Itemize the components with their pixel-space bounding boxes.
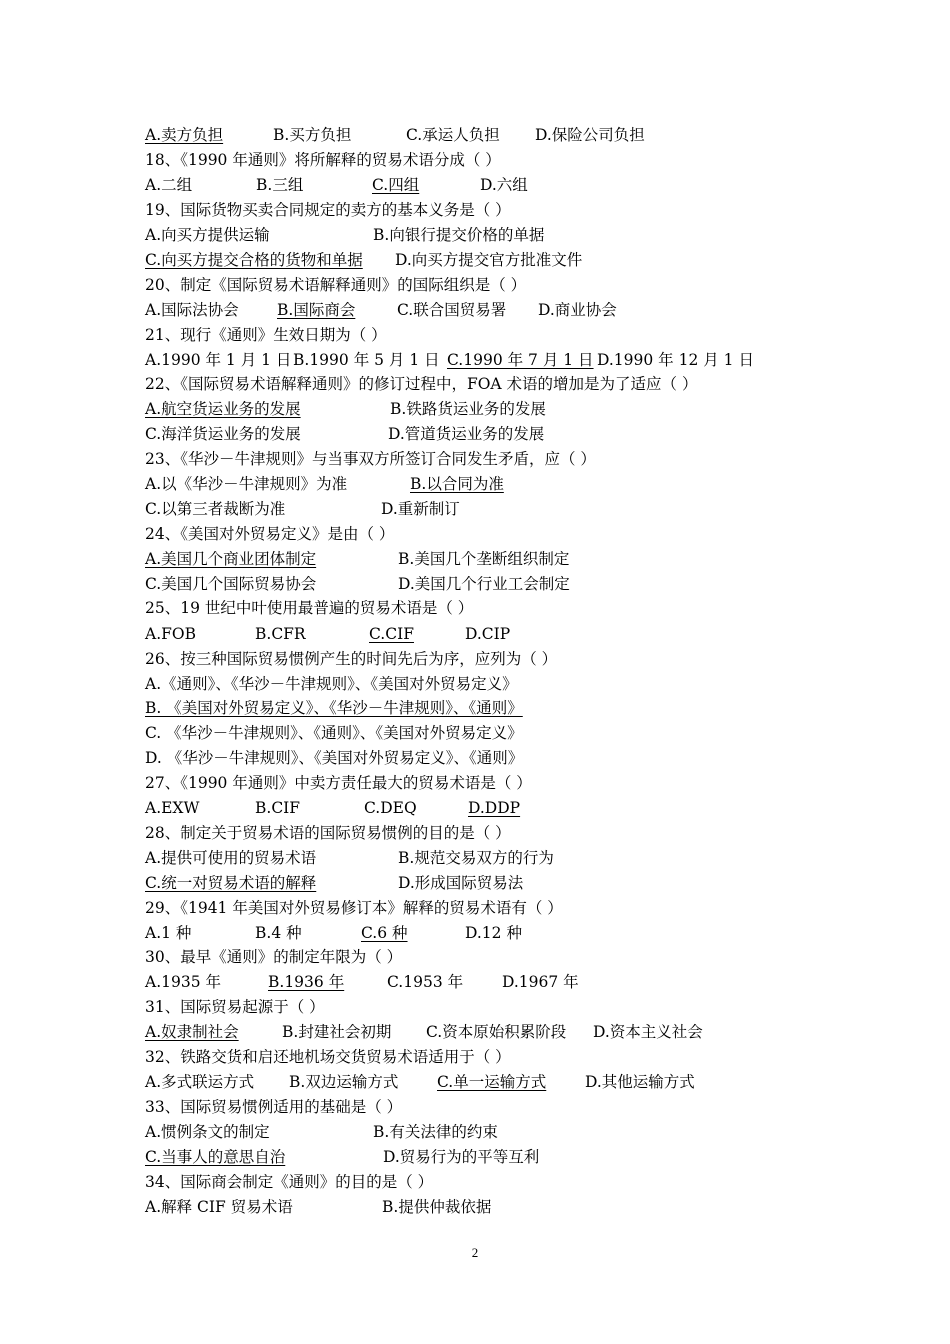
- question-line: [145, 647, 557, 672]
- answer-option-correct: A.奴隶制社会: [145, 1023, 239, 1041]
- answer-option: D.保险公司负担: [535, 126, 645, 144]
- answer-option: A.以《华沙－牛津规则》为准: [145, 475, 348, 493]
- answer-option: B.铁路货运业务的发展: [390, 400, 546, 418]
- answer-option: D.六组: [480, 176, 528, 194]
- question-text: 32、铁路交货和启还地机场交货贸易术语适用于（ ）: [145, 1048, 511, 1066]
- question-text: 19、国际货物买卖合同规定的卖方的基本义务是（ ）: [145, 201, 511, 219]
- answer-option-correct: C.统一对贸易术语的解释: [145, 874, 317, 892]
- answer-option-correct: C.向买方提交合格的货物和单据: [145, 251, 363, 269]
- answer-option-correct: B.以合同为准: [410, 475, 504, 493]
- question-line: [145, 896, 563, 921]
- answer-option: A.EXW: [145, 799, 200, 817]
- answer-option: A.1 种: [145, 924, 192, 942]
- answer-option: B.提供仲裁依据: [382, 1198, 492, 1216]
- answer-option-correct: D.DDP: [468, 799, 521, 817]
- answer-option: C.联合国贸易署: [397, 301, 507, 319]
- answer-option-correct: B.1936 年: [268, 973, 345, 991]
- question-text: 26、按三种国际贸易惯例产生的时间先后为序，应列为（ ）: [145, 650, 558, 668]
- answer-option: B.CFR: [255, 625, 306, 643]
- answer-option: A.1935 年: [145, 973, 221, 991]
- answer-option: D.贸易行为的平等互利: [383, 1148, 540, 1166]
- answer-option-correct: B.国际商会: [277, 301, 356, 319]
- question-text: 29、《1941 年美国对外贸易修订本》解释的贸易术语有（ ）: [145, 899, 563, 917]
- question-text: 21、现行《通则》生效日期为（ ）: [145, 326, 387, 344]
- page-number: 2: [471, 1245, 479, 1260]
- answer-option: B.封建社会初期: [282, 1023, 392, 1041]
- answer-option: D.形成国际贸易法: [398, 874, 524, 892]
- answer-option: A.提供可使用的贸易术语: [145, 849, 317, 867]
- answer-option: D.12 种: [465, 924, 522, 942]
- question-line: [145, 198, 511, 223]
- answer-option-correct: C.6 种: [361, 924, 408, 942]
- answer-option: C.1953 年: [387, 973, 464, 991]
- answer-option: D. 《华沙－牛津规则》、《美国对外贸易定义》、《通则》: [145, 749, 524, 767]
- question-text: 20、制定《国际贸易术语解释通则》的国际组织是（ ）: [145, 276, 527, 294]
- answer-option: B.有关法律的约束: [373, 1123, 498, 1141]
- answer-option-line: [145, 672, 518, 697]
- answer-option: D.1967 年: [502, 973, 579, 991]
- answer-option-correct: B. 《美国对外贸易定义》、《华沙－牛津规则》、《通则》: [145, 699, 523, 717]
- answer-option: A.向买方提供运输: [145, 226, 270, 244]
- answer-option: C. 《华沙－牛津规则》、《通则》、《美国对外贸易定义》: [145, 724, 523, 742]
- question-line: [145, 596, 473, 621]
- question-line: [145, 771, 532, 796]
- answer-option-correct: A.航空货运业务的发展: [145, 400, 301, 418]
- answer-option: B.4 种: [255, 924, 302, 942]
- answer-option-correct: C.1990 年 7 月 1 日: [447, 351, 594, 369]
- question-text: 23、《华沙－牛津规则》与当事双方所签订合同发生矛盾，应（ ）: [145, 450, 596, 468]
- answer-option: B.向银行提交价格的单据: [373, 226, 545, 244]
- answer-option: D.向买方提交官方批准文件: [395, 251, 583, 269]
- answer-option: B.规范交易双方的行为: [398, 849, 554, 867]
- answer-option: A.《通则》、《华沙－牛津规则》、《美国对外贸易定义》: [145, 675, 518, 693]
- question-line: [145, 323, 387, 348]
- answer-option: A.FOB: [145, 625, 196, 643]
- answer-option: C.海洋货运业务的发展: [145, 425, 301, 443]
- answer-option: C.美国几个国际贸易协会: [145, 575, 317, 593]
- answer-option: C.承运人负担: [406, 126, 500, 144]
- answer-option: A.解释 CIF 贸易术语: [145, 1198, 293, 1216]
- answer-option-correct: C.四组: [372, 176, 420, 194]
- question-text: 28、制定关于贸易术语的国际贸易惯例的目的是（ ）: [145, 824, 511, 842]
- answer-option: D.商业协会: [538, 301, 617, 319]
- answer-option-correct: C.CIF: [369, 625, 414, 643]
- question-line: [145, 945, 402, 970]
- question-line: [145, 1045, 511, 1070]
- answer-option-line: [145, 721, 523, 746]
- answer-option-correct: A.美国几个商业团体制定: [145, 550, 317, 568]
- question-text: 33、国际贸易惯例适用的基础是（ ）: [145, 1098, 403, 1116]
- question-text: 22、《国际贸易术语解释通则》的修订过程中，FOA 术语的增加是为了适应（ ）: [145, 375, 698, 393]
- answer-option: B.CIF: [255, 799, 301, 817]
- question-line: [145, 148, 501, 173]
- answer-option: D.1990 年 12 月 1 日: [597, 351, 754, 369]
- answer-option: B.1990 年 5 月 1 日: [293, 351, 440, 369]
- question-text: 30、最早《通则》的制定年限为（ ）: [145, 948, 403, 966]
- answer-option: D.管道货运业务的发展: [388, 425, 545, 443]
- question-text: 31、国际贸易起源于（ ）: [145, 998, 325, 1016]
- answer-option: B.双边运输方式: [289, 1073, 399, 1091]
- answer-option: C.以第三者裁断为准: [145, 500, 286, 518]
- question-line: [145, 447, 596, 472]
- question-line: [145, 1170, 433, 1195]
- answer-option-correct: A.卖方负担: [145, 126, 224, 144]
- answer-option: A.惯例条文的制定: [145, 1123, 270, 1141]
- question-text: 27、《1990 年通则》中卖方责任最大的贸易术语是（ ）: [145, 774, 532, 792]
- question-text: 18、《1990 年通则》将所解释的贸易术语分成（ ）: [145, 151, 501, 169]
- question-line: [145, 372, 698, 397]
- answer-option: B.美国几个垄断组织制定: [398, 550, 570, 568]
- answer-option: C.资本原始积累阶段: [426, 1023, 567, 1041]
- question-text: 34、国际商会制定《通则》的目的是（ ）: [145, 1173, 434, 1191]
- answer-option: D.资本主义社会: [593, 1023, 703, 1041]
- answer-option: A.多式联运方式: [145, 1073, 255, 1091]
- answer-option: A.二组: [145, 176, 193, 194]
- question-text: 24、《美国对外贸易定义》是由（ ）: [145, 525, 395, 543]
- answer-option-line: [145, 746, 523, 771]
- answer-option: C.DEQ: [364, 799, 417, 817]
- answer-option-correct: C.当事人的意思自治: [145, 1148, 286, 1166]
- answer-option: D.美国几个行业工会制定: [398, 575, 570, 593]
- question-text: 25、19 世纪中叶使用最普遍的贸易术语是（ ）: [145, 599, 474, 617]
- question-line: [145, 1095, 402, 1120]
- question-line: [145, 522, 394, 547]
- answer-option: A.1990 年 1 月 1 日: [145, 351, 292, 369]
- question-line: [145, 273, 526, 298]
- answer-option: A.国际法协会: [145, 301, 239, 319]
- answer-option: B.三组: [256, 176, 304, 194]
- answer-option: D.重新制订: [381, 500, 460, 518]
- question-line: [145, 821, 511, 846]
- question-line: [145, 995, 325, 1020]
- answer-option: D.CIP: [465, 625, 511, 643]
- answer-option: B.买方负担: [273, 126, 352, 144]
- answer-option: D.其他运输方式: [585, 1073, 695, 1091]
- answer-option-line: [145, 696, 523, 721]
- answer-option-correct: C.单一运输方式: [437, 1073, 547, 1091]
